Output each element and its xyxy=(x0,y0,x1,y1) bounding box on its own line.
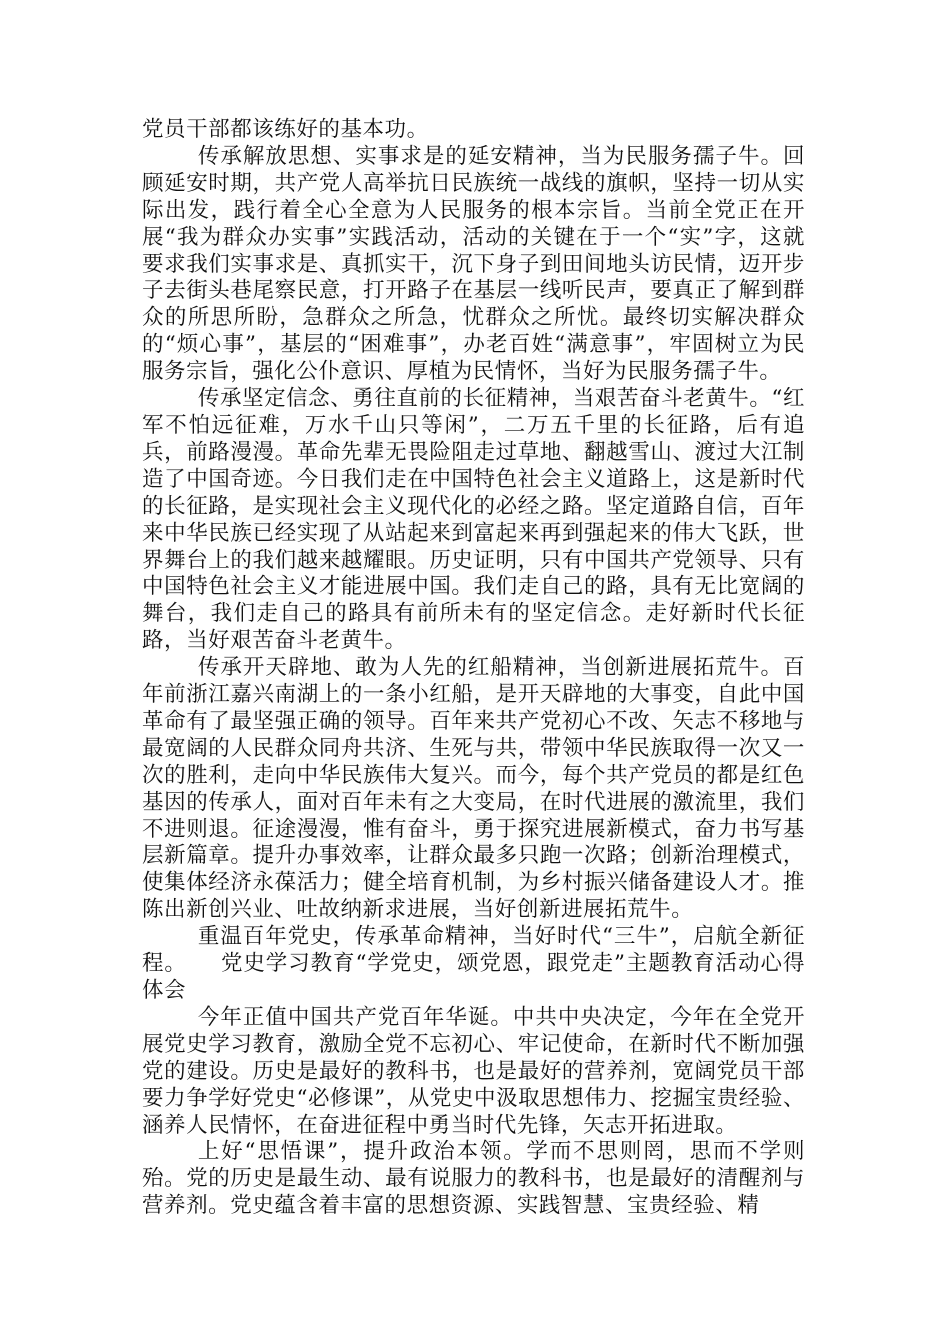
paragraph-6: 今年正值中国共产党百年华诞。中共中央决定，今年在全党开展党史学习教育，激励全党不忘初心、牢记使命，在新时代不断加强党的建设。历史是最好的教科书，也是最好的营养剂，宽阔党员干部要力争学好党史“必修课”，从党史中汲取思想伟力、挖掘宝贵经验、涵养人民情怀，在奋进征程中勇当时代先锋，矢志开拓进取。 xyxy=(142,1004,805,1138)
paragraph-1: 党员干部都该练好的基本功。 xyxy=(142,117,429,142)
paragraph-3: 传承坚定信念、勇往直前的长征精神，当艰苦奋斗老黄牛。“红军不怕远征难，万水千山只等闲”，二万五千里的长征路，后有追兵，前路漫漫。革命先辈无畏险阻走过草地、翻越雪山、渡过大江制造了中国奇迹。今日我们走在中国特色社会主义道路上，这是新时代的长征路，是实现社会主义现代化的必经之路。坚定道路自信，百年来中华民族已经实现了从站起来到富起来再到强起来的伟大飞跃，世界舞台上的我们越来越耀眼。历史证明，只有中国共产党领导、只有中国特色社会主义才能进展中国。我们走自己的路，具有无比宽阔的舞台，我们走自己的路具有前所未有的坚定信念。走好新时代长征路，当好艰苦奋斗老黄牛。 xyxy=(142,386,805,654)
paragraph-7: 上好“思悟课”，提升政治本领。学而不思则罔，思而不学则殆。党的历史是最生动、最有说服力的教科书，也是最好的清醒剂与营养剂。党史蕴含着丰富的思想资源、实践智慧、宝贵经验、精 xyxy=(142,1139,805,1219)
document-page xyxy=(142,117,805,1220)
paragraph-2: 传承解放思想、实事求是的延安精神，当为民服务孺子牛。回顾延安时期，共产党人高举抗日民族统一战线的旗帜，坚持一切从实际出发，践行着全心全意为人民服务的根本宗旨。当前全党正在开展“我为群众办实事”实践活动，活动的关键在于一个“实”字，这就要求我们实事求是、真抓实干，沉下身子到田间地头访民情，迈开步子去街头巷尾察民意，打开路子在基层一线听民声，要真正了解到群众的所思所盼，急群众之所急，忧群众之所忧。最终切实解决群众的“烦心事”，基层的“困难事”，办老百姓“满意事”，牢固树立为民服务宗旨，强化公仆意识、厚植为民情怀，当好为民服务孺子牛。 xyxy=(142,143,805,385)
paragraph-4: 传承开天辟地、敢为人先的红船精神，当创新进展拓荒牛。百年前浙江嘉兴南湖上的一条小红船，是开天辟地的大事变，自此中国革命有了最坚强正确的领导。百年来共产党初心不改、矢志不移地与最宽阔的人民群众同舟共济、生死与共，带领中华民族取得一次又一次的胜利，走向中华民族伟大复兴。而今，每个共产党员的都是红色基因的传承人，面对百年未有之大变局，在时代进展的激流里，我们不进则退。征途漫漫，惟有奋斗，勇于探究进展新模式，奋力书写基层新篇章。提升办事效率，让群众最多只跑一次路；创新治理模式，使集体经济永葆活力；健全培育机制，为乡村振兴储备建设人才。推陈出新创兴业、吐故纳新求进展，当好创新进展拓荒牛。 xyxy=(142,655,805,923)
paragraph-5-title: 重温百年党史，传承革命精神，当好时代“三牛”，启航全新征程。 党史学习教育“学党史，颂党恩，跟党走”主题教育活动心得体会 xyxy=(142,924,805,1003)
